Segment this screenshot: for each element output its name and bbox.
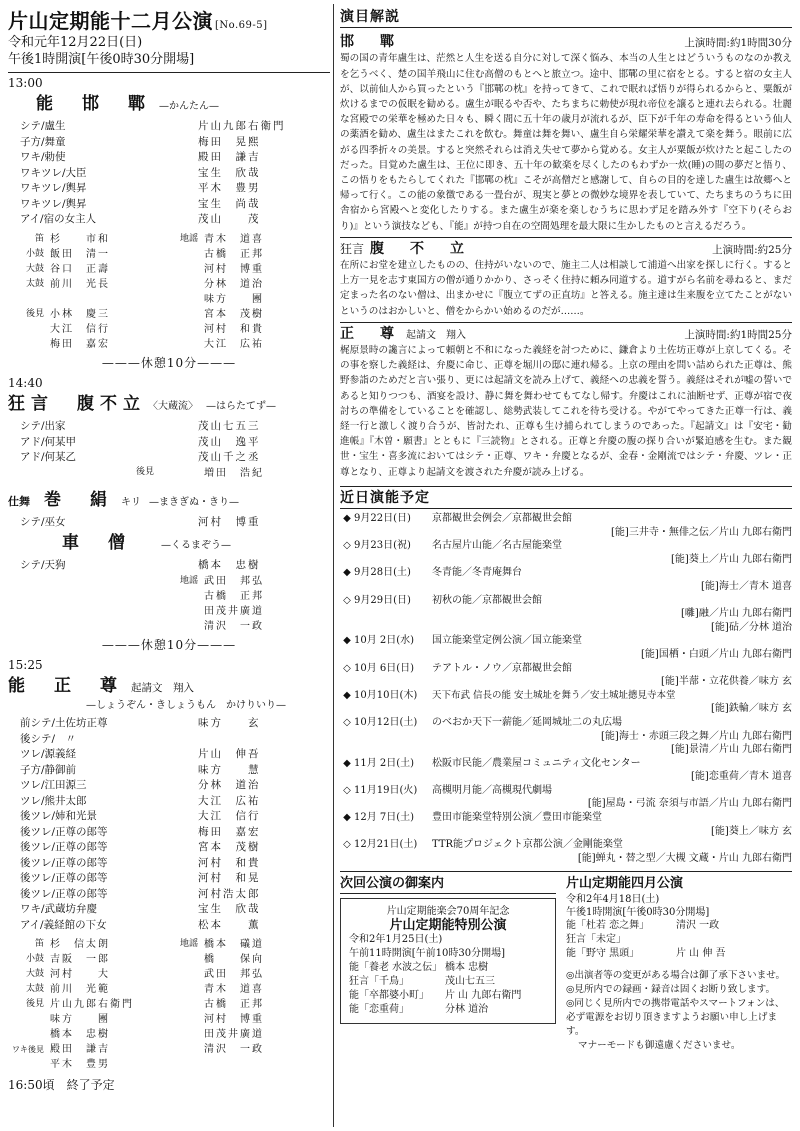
special-title: 片山定期能特別公演 xyxy=(389,918,507,934)
page-title: 片山定期能十二月公演 [No.69-5] xyxy=(8,9,268,33)
event-item: ◆ 11月 2日(土) 松阪市民能／農業屋コミュニティ文化センター [能]恋重荷／青木 道喜 xyxy=(343,757,792,783)
chorus-row: 古橋 正邦 xyxy=(204,590,264,602)
cast-list-kantan xyxy=(8,119,330,228)
cast-row: ワキ/武蔵坊弁慶 宝生 欣哉 xyxy=(20,903,261,916)
musician-row: 大鼓 谷口 正壽 河村 博重 xyxy=(25,263,264,275)
cast-row: アイ/義経館の下女 松本 薫 xyxy=(20,918,261,931)
intermission-1: ———休憩10分——— xyxy=(101,355,237,370)
notices xyxy=(566,969,792,1053)
cast-row: ツレ/源義経 片山 伸吾 xyxy=(20,748,261,761)
cast-row: アド/何某乙 茂山千之丞 xyxy=(20,451,261,464)
cast-row: アイ/宿の女主人 茂山 茂 xyxy=(20,213,261,226)
event-item: ◆ 12月 7日(土) 豊田市能楽堂特別公演／豊田市能楽堂 [能]葵上／味方 玄 xyxy=(343,812,792,837)
musician-row: 大鼓 河村 大 武田 邦弘 xyxy=(25,968,264,981)
musician-row: ワキ後見 殿田 謙吉 清沢 一政 xyxy=(12,1044,264,1056)
commentary-shozon-head: 正 尊 起請文 翔入 上演時間:約1時間25分 xyxy=(340,322,792,343)
april-program-row: 能「杜若 恋之舞」 清沢 一政 xyxy=(566,920,720,932)
event-item: ◇ 9月29日(日) 初秋の能／京都観世会館 [囃]融／片山 九郎右衛門 xyxy=(343,594,792,620)
musician-row: 小鼓 吉阪 一郎 橋 保向 xyxy=(25,953,264,966)
april-program-row: 能「野守 黒頭」 片 山 伸 吾 xyxy=(566,948,726,960)
commentary-kantan-head: 邯 鄲 上演時間:約1時間30分 xyxy=(340,34,792,51)
cast-list-shozon xyxy=(8,716,330,933)
event-item: ◇ 11月19日(火) 高槻明月能／高槻現代劇場 [能]屋島・弓流 奈須与市語／片山 九郎右衛門 xyxy=(343,784,792,810)
shimai-title-kurumazo: 車 僧 —くるまぞう— xyxy=(62,533,231,554)
special-open: 午前11時開演[午前10時30分開場] xyxy=(349,948,505,960)
musician-row: 笛 杉 信太朗 地謡 橋本 礒道 xyxy=(34,938,264,951)
cast-row: ツレ/江田源三 分林 道治 xyxy=(20,779,261,792)
cast-row: 子方/静御前 味方 慧 xyxy=(20,763,261,776)
cast-row: シテ/出家 茂山七五三 xyxy=(20,420,261,433)
event-item: ◆ 10月10日(木) 天下布武 信長の能 安土城址を舞う／安土城址摠見寺本堂 [能]鉄輪／味方 玄 xyxy=(343,689,792,715)
event-item: [能]砧／分林 道治 xyxy=(711,621,792,633)
play-title-kantan: 能 邯 鄲 —かんたん— xyxy=(36,94,219,115)
special-date: 令和2年1月25日(土) xyxy=(349,934,443,946)
musician-row: 後見 小林 慶三 宮本 茂樹 xyxy=(25,308,264,320)
end-time: 16:50頃 終了予定 xyxy=(8,1078,115,1093)
cast-row: アド/何某甲 茂山 逸平 xyxy=(20,435,261,448)
start-time-2: 14:40 xyxy=(8,375,43,390)
opening-time: 午後1時開演[午後0時30分開場] xyxy=(8,52,330,73)
musician-row: 平木 豊男 xyxy=(50,1059,110,1071)
special-sub: 片山定期能楽会70周年記念 xyxy=(386,906,510,918)
chorus-shimai xyxy=(8,574,330,634)
commentary-kantan-text: 蜀の国の青年盧生は、茫然と人生を送る自分に対して深く悩み、本当の人生とはどういうものなのか教えを乞うべく、楚の国羊飛山に住む高僧のもとへと旅立つ。途中、邯鄲の里に宿をとる。すると宿の女主人が、以前仙人から買ったという『邯鄲の枕』を持ってきて、これで眠れば悟りが得られるからと、粟飯が炊けるまでの仮眠を勧める。盧生が眠るや否や、たちまちに勅使が現れ帝位を譲ると連れ去られる。壮麗な宮殿での栄華を極めた日々も、瞬く間に五十年の歳月が流れるが、臣下が千年の寿命を得るという仙人の薬酒を勧め、盧生はまたこれを飲む。舞童は舞を舞い、盧生自ら栄耀栄華を讃えて楽を舞う。眼前に広がる四季折々の美景。すると突然それらは消え失せて夢から覚める。女主人が粟飯が炊けたと起こしたのだった。目覚めた盧生は、王位に即き、五十年の歓楽を尽くしたのもわずか一炊(睡)の間の夢だと悟り、この悟りをもたらしてくれた『邯鄲の枕』こそが高僧だと感謝して、自らの目的を達した盧生は故郷へと帰って行く。この能の象徴である一畳台が、現実と夢との微妙な境界を表していて、たちまちのうちに田舎宿から宮殿へと変化したりする。また盧生が楽を楽しむうちに思わず足を踏み外す『空下り(そらおり)』という演技なども、『能』が持つ自在の空間処理を最大限に生かしたものと言えるだろう。 xyxy=(340,53,792,232)
musician-row: 後見 片山九郎右衛門 古橋 正邦 xyxy=(25,998,264,1011)
cast-row: 後ツレ/正尊の郎等 河村 和貴 xyxy=(20,856,261,869)
event-item: ◇ 9月23日(祝) 名古屋片山能／名古屋能楽堂 [能]葵上／片山 九郎右衛門 xyxy=(343,540,792,565)
musician-row: 太鼓 前川 光長 分林 道治 xyxy=(25,278,264,290)
commentary-heading: 演目解説 xyxy=(340,8,792,28)
event-item: ◇ 10月 6日(日) テアトル・ノウ／京都観世会館 [能]半蔀・立花供養／味方 玄 xyxy=(343,662,792,688)
play-title-haratatezu: 狂言 腹不立 〈大蔵流〉 —はらたてず— xyxy=(8,394,276,415)
notice-line: ◎出演者等の変更がある場合は御了承下さいませ。 xyxy=(566,970,786,982)
event-item: [能]景清／片山 九郎右衛門 xyxy=(671,744,792,756)
musician-row: 小鼓 飯田 清一 古橋 正邦 xyxy=(25,248,264,260)
cast-row: 子方/舞童 梅田 晃熙 xyxy=(20,135,261,148)
info-column xyxy=(340,8,792,1123)
cast-row: 後ツレ/正尊の郎等 梅田 嘉宏 xyxy=(20,825,261,838)
cast-row: ワキ/勅使 殿田 謙吉 xyxy=(20,151,261,164)
cast-row: 後ツレ/正尊の郎等 河村浩太郎 xyxy=(20,887,261,900)
issue-number: [No.69-5] xyxy=(215,20,268,31)
cast-list-haratatezu xyxy=(8,419,330,466)
cast-row: 前シテ/土佐坊正尊 味方 玄 xyxy=(20,717,261,730)
program-column xyxy=(8,8,330,1123)
upcoming-list xyxy=(340,512,792,865)
cast-row: ワキツレ/大臣 宝生 欣哉 xyxy=(20,166,261,179)
musician-row: 味方 團 河村 博重 xyxy=(50,1014,264,1026)
play-reading-shozon: —しょうぞん・きしょうもん かけりいり— xyxy=(86,700,286,712)
april-open: 午後1時開演[午後0時30分開場] xyxy=(566,907,710,919)
cast-row: 後ツレ/姉和光景 大江 信行 xyxy=(20,810,261,823)
cast-row: ワキツレ/輿昇 宝生 尚哉 xyxy=(20,197,261,210)
commentary-haratatezu-head: 狂言 腹 不 立 上演時間:約25分 xyxy=(340,237,792,258)
next-performances xyxy=(340,871,792,1053)
performance-date: 令和元年12月22日(日) xyxy=(8,35,143,50)
column-divider xyxy=(333,4,334,1127)
april-performance xyxy=(556,876,792,1053)
musicians-kantan xyxy=(8,232,330,352)
cast-row: シテ/天狗 橋本 忠樹 xyxy=(20,559,261,572)
chorus-row: 田茂井廣道 xyxy=(204,605,264,617)
chorus-row: 清沢 一政 xyxy=(204,620,264,632)
april-program-row: 狂言「未定」 xyxy=(566,934,626,946)
special-program-row: 能「養老 水波之伝」 橋本 忠樹 xyxy=(349,962,489,974)
cast-row: 後シテ/ 〃 xyxy=(20,732,77,745)
commentary-shozon-text: 梶原景時の讒言によって頼朝と不和になった義経を討つために、鎌倉より土佐坊正尊が上京してくる。その事を察した義経は、弁慶に命じ、正尊を堀川の邸に連れ帰る。上京の理由を問い詰められた正尊は、熊野参詣のためだと言い張り、更には起請文を読み上げて、義経への忠義を誓う。義経はそれが嘘の誓いであると知りつつも、酒宴を設け、静に舞を舞わせてもてなし帰す。弁慶はこれに油断せず、正尊が宿で夜討ちの準備をしていることを確認し、総勢武装してこれを待ち受ける。やがてやってきた正尊一行は、義経一行と激しく渡り合うが、皆討たれ、正尊も生け捕られてしまうのであった。『起請文』は『安宅・勧進帳』『木曽・願書』とともに『三読物』とされる。正尊と弁慶の腹の探り合いが緊迫感を生む。また観世・宝生・喜多流においてはシテ・正尊、ワキ・弁慶となるが、金春・金剛流ではシテ・弁慶、ツレ・正尊となり、正尊より起請文を渡された弁慶が読み上げる。 xyxy=(340,345,792,478)
musician-row: 橋本 忠樹 田茂井廣道 xyxy=(50,1029,264,1041)
next-special-performance xyxy=(340,876,556,1053)
special-program-row: 能「卒都婆小町」 片 山 九郎右衛門 xyxy=(349,990,522,1002)
musician-row: 梅田 嘉宏 大江 広祐 xyxy=(50,338,264,350)
musicians-shozon xyxy=(8,937,330,1072)
commentary-haratatezu-text: 在所にお堂を建立したものの、住持がいないので、施主二人は相談して浦道へ出家を探しに行く。すると上方一見を志す東国方の僧が通りかかり、さっそく住持に頼み同道する。道すがら名前を尋ねると、まだ定まった名のない僧は、出まかせに『腹立てずの正直坊』と答える。施主達は生来腹を立てたことがないというのはおかしいと、僧をからかい始めるのだが……。 xyxy=(340,260,792,317)
april-date: 令和2年4月18日(土) xyxy=(566,894,660,906)
musician-row: 太鼓 前川 光範 青木 道喜 xyxy=(25,983,264,996)
intermission-2: ———休憩10分——— xyxy=(101,637,237,652)
event-item: ◆ 9月22日(日) 京都観世会例会／京都観世会館 [能]三井寺・無俳之伝／片山 九郎右衛門 xyxy=(343,513,792,538)
start-time-3: 15:25 xyxy=(8,657,43,672)
next-heading: 次回公演の御案内 xyxy=(340,876,556,894)
event-item: ◆ 10月 2日(水) 国立能楽堂定例公演／国立能楽堂 [能]国栖・白頭／片山 九郎右衛門 xyxy=(343,635,792,660)
play-title-shozon: 能 正 尊 起請文 翔入 xyxy=(8,676,194,697)
event-item: ◆ 9月28日(土) 冬青能／冬青庵舞台 [能]海士／青木 道喜 xyxy=(343,567,792,592)
cast-row: ワキツレ/輿昇 平木 豊男 xyxy=(20,182,261,195)
koken-row: 後見 増田 浩紀 xyxy=(135,467,264,479)
special-performance-box xyxy=(340,898,556,1024)
cast-row: 後ツレ/正尊の郎等 宮本 茂樹 xyxy=(20,841,261,854)
april-title: 片山定期能四月公演 xyxy=(566,876,684,892)
cast-row: シテ/盧生 片山九郎右衛門 xyxy=(20,120,286,133)
musician-row: 笛 杉 市和 地謡 青木 道喜 xyxy=(34,233,264,245)
cast-row: 後ツレ/正尊の郎等 河村 和晃 xyxy=(20,872,261,885)
musician-row: 大江 信行 河村 和貴 xyxy=(50,323,264,335)
special-program-row: 能「恋重荷」 分林 道治 xyxy=(349,1004,489,1016)
cast-row: ツレ/熊井太郎 大江 広祐 xyxy=(20,794,261,807)
notice-line: ◎同じく見所内での携帯電話やスマートフォンは、必ず電源をお切り頂きますようお願い申し上げます。 xyxy=(566,998,785,1038)
event-item: ◇ 10月12日(土) のべおか天下一薪能／延岡城址二の丸広場 [能]海士・赤頭三段之舞／片山 九郎右衛門 xyxy=(343,716,792,742)
notice-line: ◎見所内での録画・録音は固くお断り致します。 xyxy=(566,984,776,996)
start-time-1: 13:00 xyxy=(8,75,43,90)
musician-row: 味方 團 xyxy=(204,293,264,305)
chorus-row: 地謡 武田 邦弘 xyxy=(179,575,264,587)
cast-row: シテ/巫女 河村 博重 xyxy=(20,515,261,528)
special-program-row: 狂言「千鳥」 茂山七五三 xyxy=(349,976,495,988)
event-item: ◇ 12月21日(土) TTR能プロジェクト京都公演／金剛能楽堂 [能]蝉丸・替之型／大槻 文蔵・片山 九郎右衛門 xyxy=(343,839,792,864)
shimai-title-makiginu: 仕舞 巻 絹 キリ —まきぎぬ・きり— xyxy=(8,489,239,510)
upcoming-heading: 近日演能予定 xyxy=(340,486,792,509)
notice-line: マナーモードも御遠慮くださいませ。 xyxy=(578,1040,741,1052)
